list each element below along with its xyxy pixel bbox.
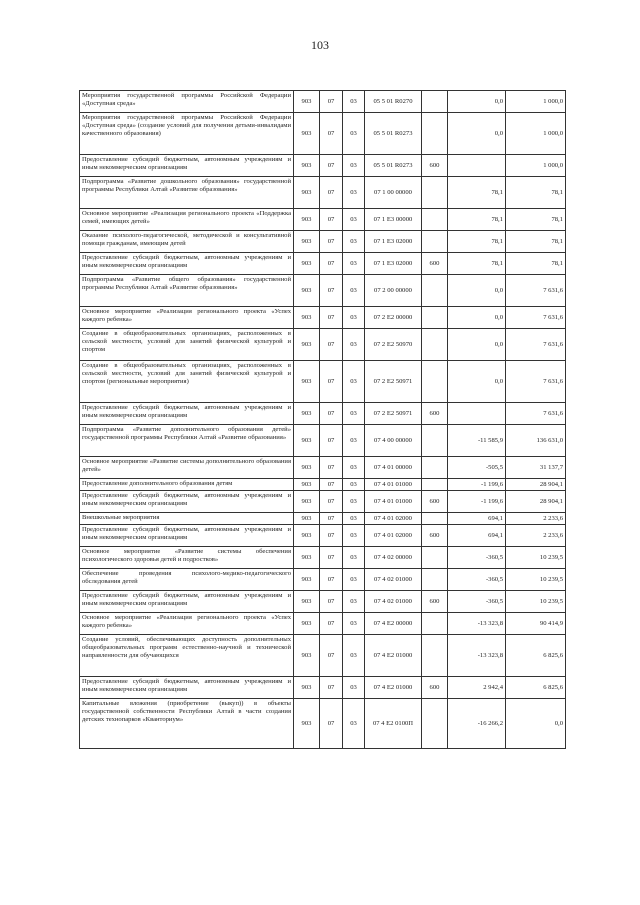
expense-type-cell [422,547,448,569]
table-row [80,307,566,329]
section-code-cell: 07 [320,699,343,749]
target-article-cell: 07 4 00 00000 [365,425,422,457]
amount-total-cell: 78,1 [506,209,566,231]
table-body [80,91,566,749]
target-article-cell: 07 4 01 01000 [365,479,422,491]
subsection-code-cell: 03 [343,479,365,491]
department-code-cell: 903 [294,699,320,749]
amount-change-cell: -505,5 [448,457,506,479]
expense-type-cell [422,425,448,457]
expense-name-cell: Создание в общеобразовательных организациях, расположенных в сельской местности, условий для занятий физической культурой и спортом (региональные мероприятия) [80,361,294,403]
department-code-cell: 903 [294,253,320,275]
section-code-cell: 07 [320,513,343,525]
subsection-code-cell: 03 [343,525,365,547]
amount-change-cell [448,403,506,425]
amount-change-cell: 0,0 [448,91,506,113]
expense-type-cell [422,635,448,677]
expense-type-cell: 600 [422,253,448,275]
expense-type-cell [422,613,448,635]
target-article-cell: 05 5 01 R0273 [365,155,422,177]
amount-change-cell: 0,0 [448,307,506,329]
section-code-cell: 07 [320,547,343,569]
section-code-cell: 07 [320,403,343,425]
department-code-cell: 903 [294,177,320,209]
expense-type-cell [422,91,448,113]
expense-type-cell [422,177,448,209]
table-row [80,591,566,613]
table-row [80,231,566,253]
section-code-cell: 07 [320,307,343,329]
department-code-cell: 903 [294,677,320,699]
subsection-code-cell: 03 [343,113,365,155]
amount-total-cell: 2 233,6 [506,513,566,525]
subsection-code-cell: 03 [343,155,365,177]
section-code-cell: 07 [320,613,343,635]
table-row [80,613,566,635]
amount-change-cell: 0,0 [448,329,506,361]
subsection-code-cell: 03 [343,635,365,677]
subsection-code-cell: 03 [343,91,365,113]
expense-type-cell [422,307,448,329]
expense-type-cell: 600 [422,403,448,425]
department-code-cell: 903 [294,361,320,403]
amount-change-cell: -360,5 [448,569,506,591]
section-code-cell: 07 [320,177,343,209]
amount-total-cell: 28 904,1 [506,491,566,513]
department-code-cell: 903 [294,155,320,177]
department-code-cell: 903 [294,425,320,457]
section-code-cell: 07 [320,231,343,253]
department-code-cell: 903 [294,635,320,677]
expense-name-cell: Мероприятия государственной программы Российской Федерации «Доступная среда» [80,91,294,113]
target-article-cell: 07 4 E2 0100П [365,699,422,749]
amount-total-cell: 78,1 [506,177,566,209]
amount-total-cell: 10 239,5 [506,591,566,613]
expense-type-cell: 600 [422,525,448,547]
department-code-cell: 903 [294,275,320,307]
amount-total-cell: 6 825,6 [506,635,566,677]
department-code-cell: 903 [294,403,320,425]
section-code-cell: 07 [320,91,343,113]
expense-type-cell [422,457,448,479]
amount-total-cell: 90 414,9 [506,613,566,635]
expense-type-cell: 600 [422,491,448,513]
department-code-cell: 903 [294,307,320,329]
target-article-cell: 07 1 E3 02000 [365,253,422,275]
section-code-cell: 07 [320,425,343,457]
expense-name-cell: Мероприятия государственной программы Российской Федерации «Доступная среда» (создание условий для получения детьми-инвалидами качественного образования) [80,113,294,155]
expense-type-cell [422,209,448,231]
expense-name-cell: Предоставление субсидий бюджетным, автономным учреждениям и иным некоммерческим организациям [80,525,294,547]
subsection-code-cell: 03 [343,403,365,425]
expense-name-cell: Основное мероприятие «Развитие системы дополнительного образования детей» [80,457,294,479]
table-row [80,209,566,231]
expense-name-cell: Предоставление субсидий бюджетным, автономным учреждениям и иным некоммерческим организациям [80,253,294,275]
table-row [80,253,566,275]
amount-change-cell: 0,0 [448,361,506,403]
expense-type-cell [422,113,448,155]
table-row [80,635,566,677]
subsection-code-cell: 03 [343,457,365,479]
amount-change-cell: 0,0 [448,275,506,307]
amount-change-cell: 78,1 [448,209,506,231]
subsection-code-cell: 03 [343,569,365,591]
expense-name-cell: Предоставление субсидий бюджетным, автономным учреждениям и иным некоммерческим организациям [80,591,294,613]
amount-total-cell: 10 239,5 [506,547,566,569]
amount-total-cell: 2 233,6 [506,525,566,547]
subsection-code-cell: 03 [343,591,365,613]
section-code-cell: 07 [320,253,343,275]
expense-type-cell [422,479,448,491]
table-row [80,457,566,479]
page-number: 103 [311,38,329,52]
amount-total-cell: 7 631,6 [506,275,566,307]
table-row [80,361,566,403]
amount-total-cell: 1 000,0 [506,113,566,155]
department-code-cell: 903 [294,457,320,479]
expense-type-cell [422,329,448,361]
department-code-cell: 903 [294,231,320,253]
table-row [80,513,566,525]
target-article-cell: 05 5 01 R0270 [365,91,422,113]
amount-total-cell: 28 904,1 [506,479,566,491]
expense-type-cell [422,231,448,253]
department-code-cell: 903 [294,113,320,155]
expense-name-cell: Внешкольные мероприятия [80,513,294,525]
target-article-cell: 07 4 01 00000 [365,457,422,479]
amount-change-cell: -360,5 [448,547,506,569]
amount-total-cell: 0,0 [506,699,566,749]
amount-change-cell: -1 199,6 [448,491,506,513]
table-row [80,275,566,307]
table-row [80,525,566,547]
expense-name-cell: Основное мероприятие «Реализация регионального проекта «Поддержка семей, имеющих детей» [80,209,294,231]
expense-name-cell: Капитальные вложения (приобретение (выкуп)) в объекты государственной собственности Республики Алтай в части создания детских технопарков «Кванториум» [80,699,294,749]
subsection-code-cell: 03 [343,491,365,513]
expense-type-cell [422,275,448,307]
amount-change-cell: 2 942,4 [448,677,506,699]
department-code-cell: 903 [294,525,320,547]
table-row [80,403,566,425]
amount-change-cell: 78,1 [448,177,506,209]
amount-total-cell: 7 631,6 [506,329,566,361]
expense-name-cell: Создание в общеобразовательных организациях, расположенных в сельской местности, условий для занятий физической культурой и спортом [80,329,294,361]
target-article-cell: 07 2 E2 50970 [365,329,422,361]
target-article-cell: 07 2 E2 50971 [365,403,422,425]
subsection-code-cell: 03 [343,425,365,457]
table-row [80,329,566,361]
amount-change-cell: -1 199,6 [448,479,506,491]
subsection-code-cell: 03 [343,209,365,231]
amount-total-cell: 7 631,6 [506,307,566,329]
expense-type-cell [422,569,448,591]
target-article-cell: 07 2 E2 00000 [365,307,422,329]
expense-type-cell [422,513,448,525]
table-row [80,547,566,569]
target-article-cell: 07 4 E2 01000 [365,635,422,677]
department-code-cell: 903 [294,547,320,569]
expense-type-cell: 600 [422,591,448,613]
department-code-cell: 903 [294,91,320,113]
subsection-code-cell: 03 [343,177,365,209]
table-row [80,113,566,155]
expense-name-cell: Основное мероприятие «Реализация регионального проекта «Успех каждого ребенка» [80,613,294,635]
target-article-cell: 07 4 E2 01000 [365,677,422,699]
section-code-cell: 07 [320,361,343,403]
table-row [80,479,566,491]
expense-name-cell: Предоставление субсидий бюджетным, автономным учреждениям и иным некоммерческим организациям [80,403,294,425]
target-article-cell: 07 2 E2 50971 [365,361,422,403]
section-code-cell: 07 [320,569,343,591]
amount-change-cell: 78,1 [448,231,506,253]
department-code-cell: 903 [294,329,320,361]
amount-change-cell: -360,5 [448,591,506,613]
target-article-cell: 07 4 01 02000 [365,513,422,525]
table-row [80,491,566,513]
target-article-cell: 07 2 00 00000 [365,275,422,307]
expense-name-cell: Предоставление дополнительного образования детям [80,479,294,491]
section-code-cell: 07 [320,275,343,307]
expense-name-cell: Подпрограмма «Развитие общего образования» государственной программы Республики Алтай «Развитие образования» [80,275,294,307]
target-article-cell: 07 4 02 00000 [365,547,422,569]
department-code-cell: 903 [294,613,320,635]
amount-change-cell: -13 323,8 [448,635,506,677]
target-article-cell: 07 1 E3 02000 [365,231,422,253]
subsection-code-cell: 03 [343,231,365,253]
expense-name-cell: Подпрограмма «Развитие дошкольного образования» государственной программы Республики Алтай «Развитие образования» [80,177,294,209]
expense-name-cell: Предоставление субсидий бюджетным, автономным учреждениям и иным некоммерческим организациям [80,677,294,699]
expense-name-cell: Подпрограмма «Развитие дополнительного образования детей» государственной программы Республики Алтай «Развитие образования» [80,425,294,457]
section-code-cell: 07 [320,635,343,677]
target-article-cell: 07 4 E2 00000 [365,613,422,635]
expense-name-cell: Предоставление субсидий бюджетным, автономным учреждениям и иным некоммерческим организациям [80,491,294,513]
target-article-cell: 07 4 02 01000 [365,569,422,591]
expense-name-cell: Основное мероприятие «Реализация регионального проекта «Успех каждого ребенка» [80,307,294,329]
target-article-cell: 07 1 00 00000 [365,177,422,209]
table-row [80,177,566,209]
subsection-code-cell: 03 [343,699,365,749]
subsection-code-cell: 03 [343,677,365,699]
target-article-cell: 05 5 01 R0273 [365,113,422,155]
amount-total-cell: 6 825,6 [506,677,566,699]
table-row [80,91,566,113]
section-code-cell: 07 [320,113,343,155]
expense-type-cell [422,699,448,749]
target-article-cell: 07 1 E3 00000 [365,209,422,231]
amount-change-cell: 694,1 [448,513,506,525]
subsection-code-cell: 03 [343,361,365,403]
section-code-cell: 07 [320,155,343,177]
amount-change-cell: 78,1 [448,253,506,275]
subsection-code-cell: 03 [343,513,365,525]
table-row [80,425,566,457]
expense-name-cell: Предоставление субсидий бюджетным, автономным учреждениям и иным некоммерческим организациям [80,155,294,177]
amount-total-cell: 7 631,6 [506,361,566,403]
amount-change-cell: 0,0 [448,113,506,155]
target-article-cell: 07 4 01 01000 [365,491,422,513]
subsection-code-cell: 03 [343,329,365,361]
table-row [80,677,566,699]
target-article-cell: 07 4 02 01000 [365,591,422,613]
amount-total-cell: 31 137,7 [506,457,566,479]
expense-type-cell: 600 [422,677,448,699]
subsection-code-cell: 03 [343,307,365,329]
section-code-cell: 07 [320,457,343,479]
department-code-cell: 903 [294,209,320,231]
expense-name-cell: Создание условий, обеспечивающих доступность дополнительных общеобразовательных программ естественно-научной и технической направленности для обучающихся [80,635,294,677]
amount-total-cell: 1 000,0 [506,91,566,113]
section-code-cell: 07 [320,525,343,547]
expense-type-cell [422,361,448,403]
amount-total-cell: 7 631,6 [506,403,566,425]
amount-change-cell: 694,1 [448,525,506,547]
subsection-code-cell: 03 [343,275,365,307]
amount-change-cell: -11 585,9 [448,425,506,457]
section-code-cell: 07 [320,329,343,361]
budget-table [79,90,566,749]
department-code-cell: 903 [294,513,320,525]
expense-name-cell: Основное мероприятие «Развитие системы обеспечения психологического здоровья детей и подростков» [80,547,294,569]
section-code-cell: 07 [320,677,343,699]
amount-total-cell: 78,1 [506,253,566,275]
amount-change-cell: -16 266,2 [448,699,506,749]
amount-total-cell: 136 631,0 [506,425,566,457]
target-article-cell: 07 4 01 02000 [365,525,422,547]
department-code-cell: 903 [294,591,320,613]
table-row [80,569,566,591]
section-code-cell: 07 [320,209,343,231]
department-code-cell: 903 [294,479,320,491]
amount-total-cell: 78,1 [506,231,566,253]
expense-type-cell: 600 [422,155,448,177]
amount-change-cell: -13 323,8 [448,613,506,635]
expense-name-cell: Оказание психолого-педагогической, методической и консультативной помощи гражданам, имеющим детей [80,231,294,253]
department-code-cell: 903 [294,491,320,513]
department-code-cell: 903 [294,569,320,591]
subsection-code-cell: 03 [343,613,365,635]
section-code-cell: 07 [320,591,343,613]
subsection-code-cell: 03 [343,253,365,275]
table-row [80,699,566,749]
expense-name-cell: Обеспечение проведения психолого-медико-педагогического обследования детей [80,569,294,591]
amount-total-cell: 10 239,5 [506,569,566,591]
subsection-code-cell: 03 [343,547,365,569]
section-code-cell: 07 [320,479,343,491]
section-code-cell: 07 [320,491,343,513]
amount-total-cell: 1 000,0 [506,155,566,177]
table-row [80,155,566,177]
amount-change-cell [448,155,506,177]
